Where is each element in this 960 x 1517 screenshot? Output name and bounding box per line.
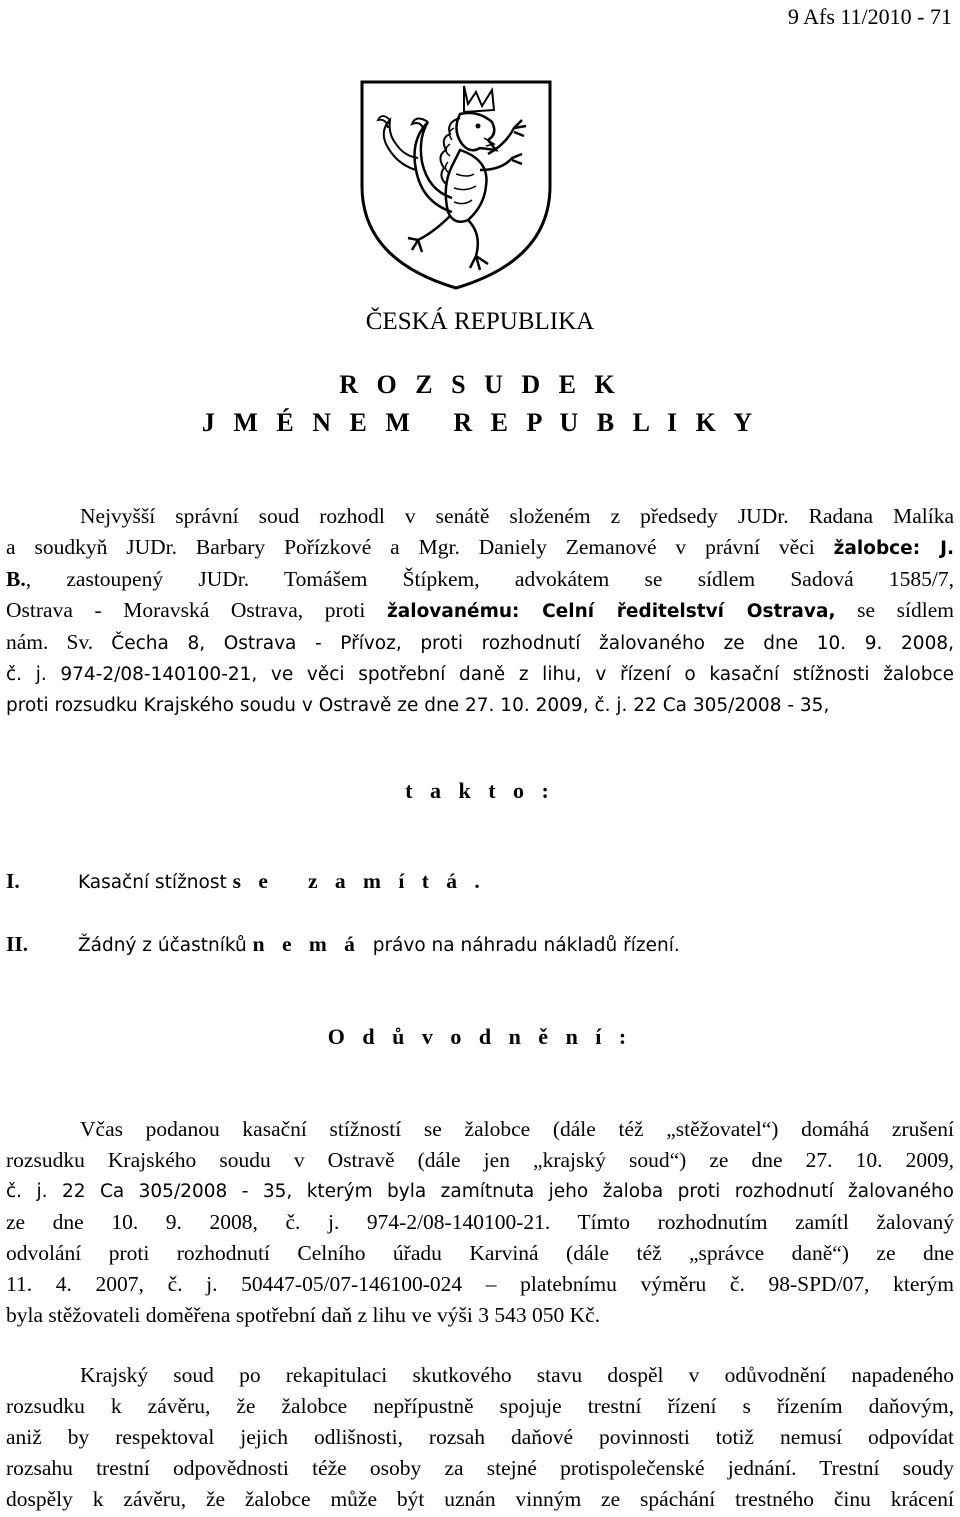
ruling-text: právo na náhradu nákladů řízení.: [360, 935, 680, 956]
intro-text: a soudkyň JUDr. Barbary Pořízkové a Mgr. Daniely Zemanové v právní věci: [6, 535, 834, 559]
intro-paragraph: [6, 501, 954, 721]
intro-line: č. j. 974-2/08-140100-21, ve věci spotřební daně z lihu, v řízení o kasační stížnosti žalobce: [6, 664, 954, 685]
state-name: ČESKÁ REPUBLIKA: [365, 308, 595, 335]
verdict-subtitle: J M É N E M R E P U B L I K Y: [201, 408, 759, 437]
intro-line: [6, 564, 954, 595]
intro-line: Nejvyšší správní soud rozhodl v senátě složeném z předsedy JUDr. Radana Malíka: [80, 504, 954, 528]
coat-of-arms-emblem: [356, 74, 556, 292]
reasoning-line: byla stěžovateli doměřena spotřební daň z lihu ve výši 3 543 050 Kč.: [6, 1303, 601, 1327]
reasoning-line: č. j. 22 Ca 305/2008 - 35, kterým byla zamítnuta jeho žaloba proti rozhodnutí žalovaného: [6, 1181, 954, 1202]
case-number: 9 Afs 11/2010 - 71: [787, 4, 952, 29]
reasoning-heading: O d ů v o d n ě n í :: [327, 1024, 633, 1049]
intro-text: se sídlem: [835, 598, 954, 622]
reasoning-paragraph-1: [6, 1114, 954, 1331]
defendant-label: žalovanému: Celní ředitelství Ostrava,: [387, 601, 836, 622]
reasoning-line: aniž by respektoval jejich odlišnosti, rozsah daňové povinnosti totiž nemusí odpovídat: [6, 1425, 954, 1449]
reasoning-line: rozsudku k závěru, že žalobce nepřípustně spojuje trestní řízení s řízením daňovým,: [6, 1394, 954, 1418]
reasoning-line: dospěly k závěru, že žalobce může být uznán vinným ze spáchání trestného činu krácení: [6, 1487, 954, 1511]
intro-line: [6, 595, 954, 627]
plaintiff-label: žalobce: J.: [833, 538, 954, 559]
ruling-number: II.: [6, 932, 29, 956]
ruling-emphasis: n e m á: [252, 932, 361, 956]
intro-text: Ostrava - Moravská Ostrava, proti: [6, 598, 387, 622]
reasoning-line: odvolání proti rozhodnutí Celního úřadu Karviná (dále též „správce daně“) ze dne: [6, 1241, 954, 1265]
intro-line: proti rozsudku Krajského soudu v Ostravě ze dne 27. 10. 2009, č. j. 22 Ca 305/2008 - 35,: [6, 695, 830, 716]
ruling-item-1: [6, 869, 486, 894]
intro-text: nám. Sv.: [6, 630, 112, 654]
intro-line: [6, 532, 954, 564]
verdict-title: R O Z S U D E K: [339, 370, 621, 399]
reasoning-line: rozsahu trestní odpovědnosti téže osoby za stejné protispolečenské jednání. Trestní soudy: [6, 1456, 954, 1480]
ruling-emphasis: s e z a m í t á .: [232, 869, 486, 893]
reasoning-line: Krajský soud po rekapitulaci skutkového stavu dospěl v odůvodnění napadeného: [80, 1363, 954, 1387]
plaintiff-initial: B.: [6, 567, 26, 591]
reasoning-line: ze dne 10. 9. 2008, č. j. 974-2/08-140100-21. Tímto rozhodnutím zamítl žalovaný: [6, 1210, 954, 1234]
reasoning-paragraph-2: [6, 1360, 954, 1515]
reasoning-line: Včas podanou kasační stížností se žalobce (dále též „stěžovatel“) domáhá zrušení: [80, 1117, 954, 1141]
reasoning-line: 11. 4. 2007, č. j. 50447-05/07-146100-024 – platebnímu výměru č. 98-SPD/07, kterým: [6, 1272, 954, 1296]
ruling-text: Kasační stížnost: [78, 872, 233, 893]
ruling-text: Žádný z účastníků: [78, 935, 253, 956]
intro-text: , zastoupený JUDr. Tomášem Štípkem, advokátem se sídlem Sadová 1585/7,: [25, 567, 954, 591]
intro-text: Čecha 8, Ostrava - Přívoz, proti rozhodnutí žalovaného ze dne 10. 9. 2008,: [111, 633, 955, 654]
ruling-item-2: [6, 932, 680, 957]
ruling-number: I.: [6, 869, 20, 893]
takto-heading: t a k t o :: [405, 778, 555, 803]
intro-line: [6, 627, 954, 659]
reasoning-line: rozsudku Krajského soudu v Ostravě (dále jen „krajský soud“) ze dne 27. 10. 2009,: [6, 1148, 954, 1172]
